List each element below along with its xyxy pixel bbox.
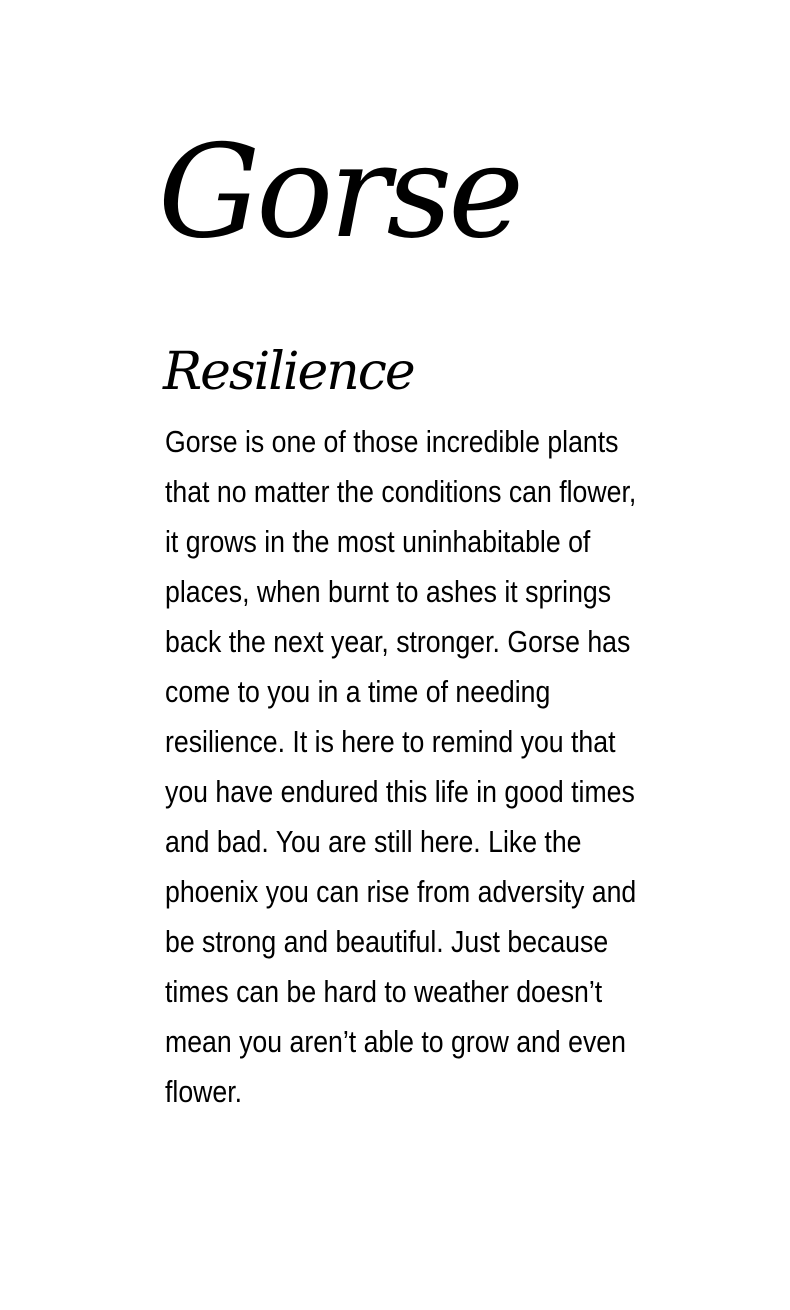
body-line: mean you aren’t able to grow and even [165,1024,626,1059]
card-subtitle: Resilience [163,342,414,402]
body-line: phoenix you can rise from adversity and [165,874,637,909]
body-line: times can be hard to weather doesn’t [165,974,603,1009]
body-line: that no matter the conditions can flower, [165,474,637,509]
body-line: flower. [165,1074,243,1109]
body-line: come to you in a time of needing [165,674,551,709]
body-line: be strong and beautiful. Just because [165,924,609,959]
body-line: you have endured this life in good times [165,774,635,809]
card-title: Gorse [158,118,520,267]
body-line: places, when burnt to ashes it springs [165,574,612,609]
body-line: Gorse is one of those incredible plants [165,424,619,459]
body-line: back the next year, stronger. Gorse has [165,624,631,659]
body-line: and bad. You are still here. Like the [165,824,582,859]
body-line: resilience. It is here to remind you that [165,724,616,759]
body-line: it grows in the most uninhabitable of [165,524,591,559]
card-body-text [165,417,765,1117]
